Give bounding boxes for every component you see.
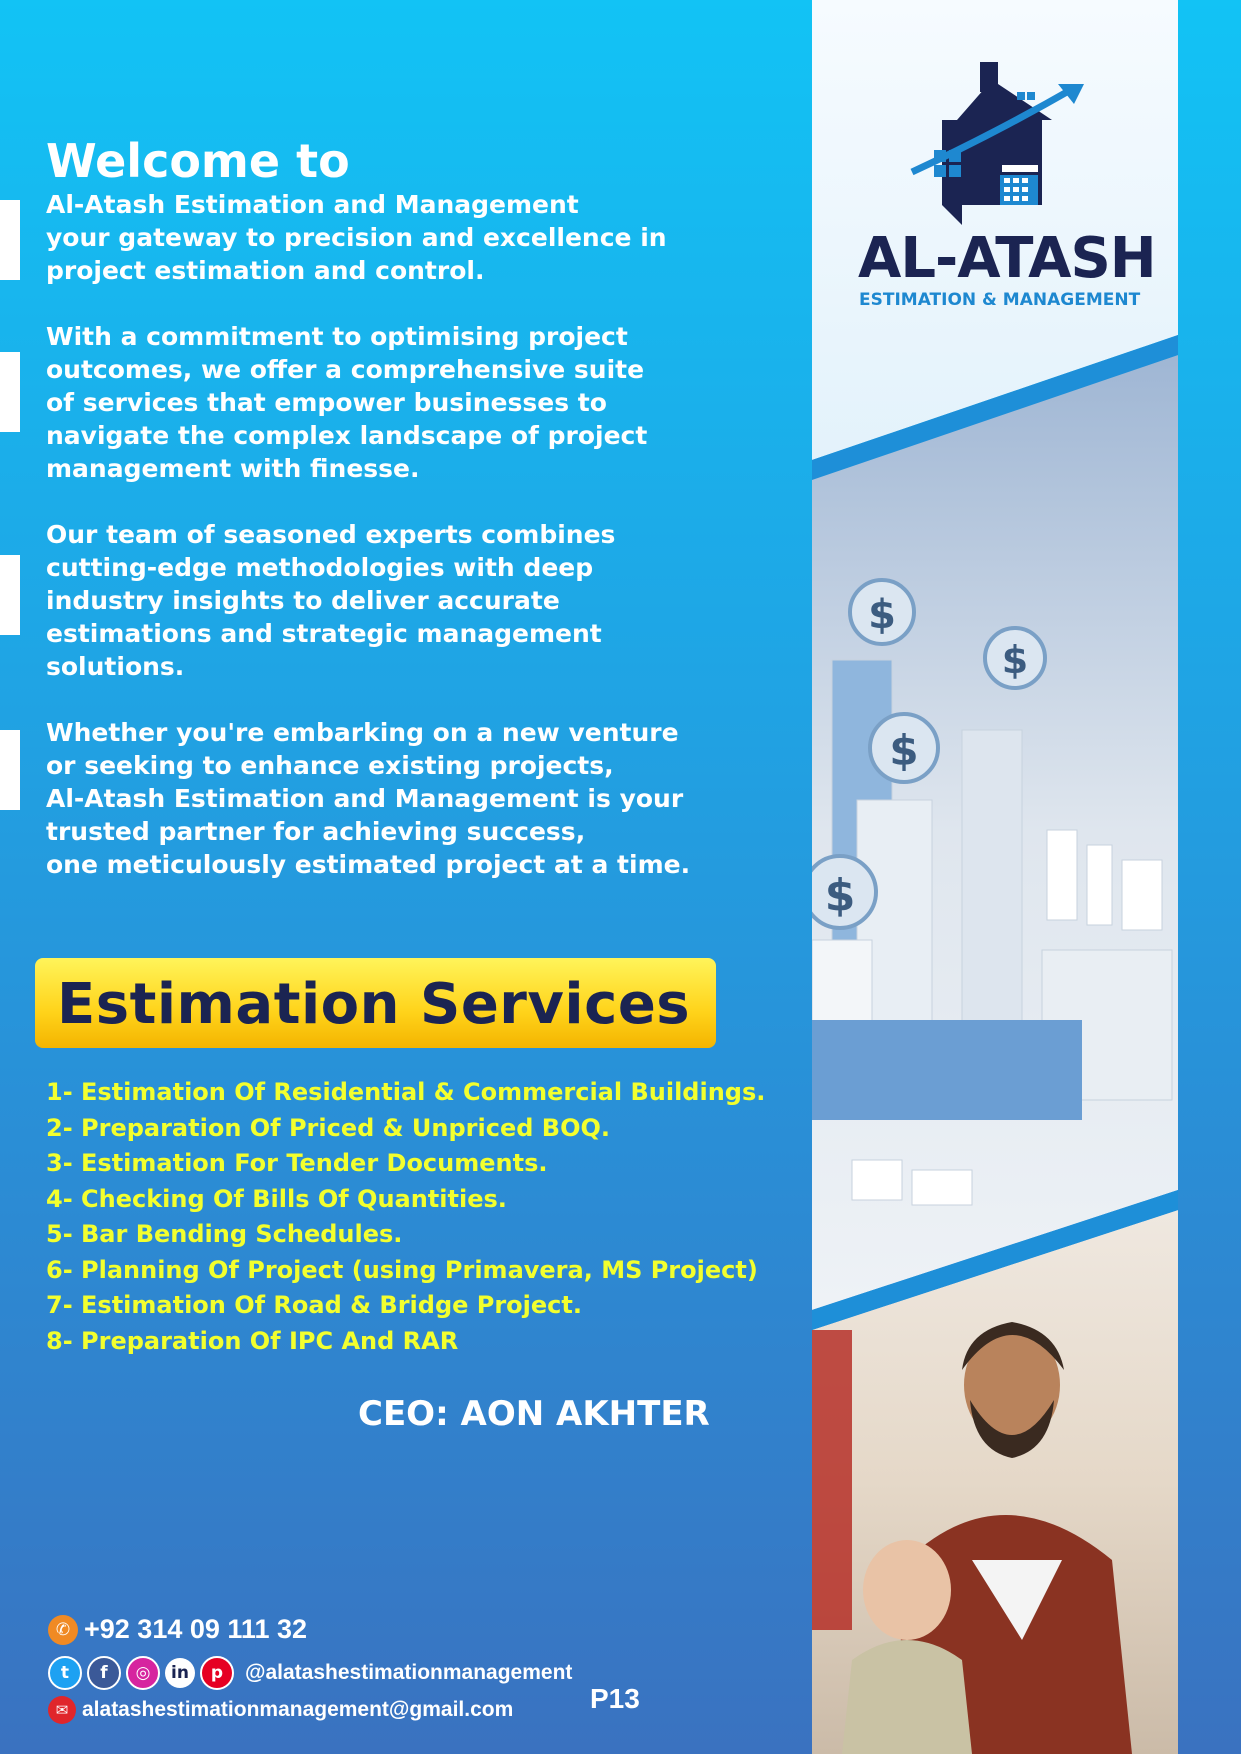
service-item: 2- Preparation Of Priced & Unpriced BOQ. <box>46 1113 610 1142</box>
facebook-icon[interactable]: f <box>87 1656 121 1690</box>
email-contact[interactable] <box>48 1696 513 1724</box>
service-item: 1- Estimation Of Residential & Commercial Buildings. <box>46 1078 766 1106</box>
logo-title: AL-ATASH <box>858 226 1156 291</box>
intro-line: Al-Atash Estimation and Management is your <box>46 784 684 813</box>
intro-section <box>46 134 806 914</box>
welcome-heading: Welcome to <box>46 134 350 188</box>
email-address: alatashestimationmanagement@gmail.com <box>82 1698 514 1721</box>
service-item: 6- Planning Of Project (using Primavera, MS Project) <box>46 1255 758 1284</box>
intro-line: Our team of seasoned experts combines <box>46 520 616 549</box>
right-banner <box>812 0 1178 1754</box>
intro-line: estimations and strategic management <box>46 619 602 648</box>
team-paragraph <box>46 518 806 683</box>
intro-line: of services that empower businesses to <box>46 388 607 417</box>
intro-line: your gateway to precision and excellence in <box>46 223 667 252</box>
intro-line: project estimation and control. <box>46 256 485 285</box>
service-item: 4- Checking Of Bills Of Quantities. <box>46 1184 507 1213</box>
venture-paragraph <box>46 716 806 881</box>
phone-number: +92 314 09 111 32 <box>84 1614 307 1644</box>
logo-subtitle: ESTIMATION & MANAGEMENT <box>859 290 1141 310</box>
social-contact <box>48 1656 572 1690</box>
phone-contact[interactable] <box>48 1614 307 1645</box>
linkedin-icon[interactable]: in <box>165 1658 195 1688</box>
svg-text:$: $ <box>824 870 856 921</box>
edge-notch <box>0 200 20 280</box>
twitter-icon[interactable]: t <box>48 1656 82 1690</box>
intro-line: cutting-edge methodologies with deep <box>46 553 594 582</box>
ceo-name: CEO: AON AKHTER <box>358 1394 710 1434</box>
intro-paragraph <box>46 188 806 287</box>
edge-notch <box>0 730 20 810</box>
intro-line: Whether you're embarking on a new venture <box>46 718 679 747</box>
page-code: P13 <box>590 1683 640 1714</box>
instagram-icon[interactable]: ◎ <box>126 1656 160 1690</box>
svg-text:$: $ <box>889 726 919 775</box>
phone-icon: ✆ <box>48 1615 78 1645</box>
services-heading: Estimation Services <box>57 972 691 1037</box>
service-item: 8- Preparation Of IPC And RAR <box>46 1326 459 1355</box>
intro-line: solutions. <box>46 652 185 681</box>
edge-notch <box>0 352 20 432</box>
commitment-paragraph <box>46 320 806 485</box>
intro-line: With a commitment to optimising project <box>46 322 628 351</box>
intro-line: outcomes, we offer a comprehensive suite <box>46 355 645 384</box>
estimation-services-banner <box>35 958 716 1048</box>
intro-line: one meticulously estimated project at a time. <box>46 850 691 879</box>
mail-icon: ✉ <box>48 1696 76 1724</box>
pinterest-icon[interactable]: p <box>200 1656 234 1690</box>
svg-text:$: $ <box>868 592 896 638</box>
service-item: 5- Bar Bending Schedules. <box>46 1220 403 1248</box>
service-item: 3- Estimation For Tender Documents. <box>46 1149 548 1177</box>
intro-line: or seeking to enhance existing projects, <box>46 751 614 780</box>
intro-line: trusted partner for achieving success, <box>46 817 586 846</box>
intro-line: management with finesse. <box>46 454 420 483</box>
social-handle[interactable]: @alatashestimationmanagement <box>245 1661 573 1684</box>
svg-text:$: $ <box>1001 638 1029 682</box>
services-list <box>46 1075 765 1359</box>
intro-line: navigate the complex landscape of project <box>46 421 648 450</box>
service-item: 7- Estimation Of Road & Bridge Project. <box>46 1291 582 1319</box>
intro-line: industry insights to deliver accurate <box>46 586 560 615</box>
intro-line: Al-Atash Estimation and Management <box>46 190 579 219</box>
edge-notch <box>0 555 20 635</box>
